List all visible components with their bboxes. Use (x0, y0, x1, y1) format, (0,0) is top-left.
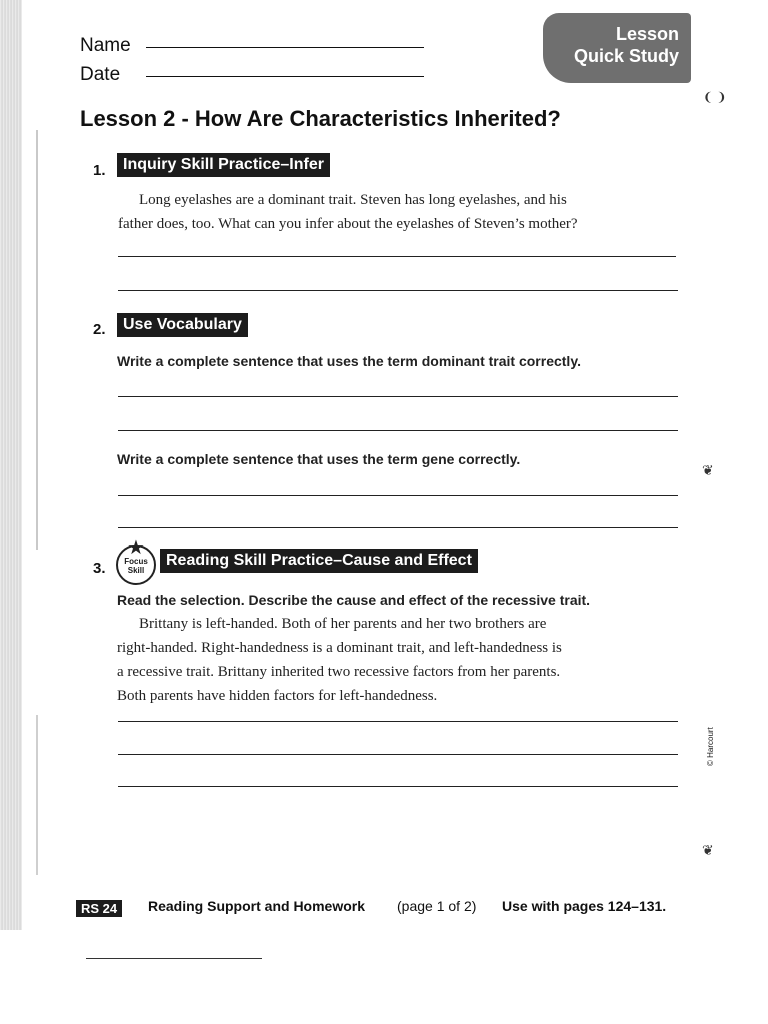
passage-line-3: a recessive trait. Brittany inherited two recessive factors from her parents. (117, 664, 561, 680)
question-2-number: 2. (93, 321, 106, 338)
question-2-prompt-1 (117, 353, 581, 369)
answer-line[interactable] (118, 786, 678, 787)
answer-line[interactable] (118, 290, 678, 291)
date-line[interactable] (146, 76, 424, 77)
lesson-quick-study-badge (543, 13, 691, 83)
question-2-tag: Use Vocabulary (117, 313, 248, 337)
answer-line[interactable] (118, 256, 676, 257)
bottom-rule (86, 958, 262, 959)
answer-line[interactable] (118, 495, 678, 496)
rs-code-badge: RS 24 (76, 900, 122, 917)
badge-line-2: Quick Study (573, 46, 679, 66)
question-1-number: 1. (93, 162, 106, 179)
focus-icon-word-2: Skill (127, 566, 145, 575)
footer-label: Reading Support and Homework (148, 898, 366, 914)
answer-line[interactable] (118, 754, 678, 755)
publisher-credit: © Harcourt (706, 727, 715, 766)
passage-line-1: Brittany is left-handed. Both of her parents and her two brothers are (139, 616, 547, 632)
question-1-tag: Inquiry Skill Practice–Infer (117, 153, 330, 177)
question-2-prompt-2 (117, 451, 520, 467)
date-label: Date (80, 64, 121, 85)
prompt-text: correctly. (515, 353, 581, 369)
answer-line[interactable] (118, 527, 678, 528)
name-label: Name (80, 35, 131, 56)
star-icon: ★ (127, 537, 145, 559)
answer-line[interactable] (118, 721, 678, 722)
binder-hole-mark: ❦ (702, 462, 714, 478)
name-field (80, 35, 131, 57)
page-title: Lesson 2 - How Are Characteristics Inherited? (80, 106, 561, 131)
binder-hole-mark: ❨ ❩ (703, 90, 727, 104)
page-edge-line (36, 130, 38, 550)
binder-hole-mark: ❦ (702, 842, 714, 858)
page-edge-line (36, 715, 38, 875)
badge-line-1: Lesson (615, 24, 679, 44)
vocabulary-term: gene (421, 451, 455, 467)
answer-line[interactable] (118, 396, 678, 397)
question-3-number: 3. (93, 560, 106, 577)
focus-skill-icon (116, 537, 156, 585)
answer-line[interactable] (118, 430, 678, 431)
question-3-prompt: Read the selection. Describe the cause and effect of the recessive trait. (117, 592, 591, 608)
footer-page: (page 1 of 2) (397, 898, 477, 914)
focus-skill-text (118, 557, 154, 575)
date-field (80, 64, 120, 86)
question-1-text-line-2: father does, too. What can you infer about the eyelashes of Steven’s mother? (118, 216, 578, 232)
passage-line-2: right-handed. Right-handedness is a dominant trait, and left-handedness is (117, 640, 562, 656)
vocabulary-term: dominant trait (421, 353, 516, 369)
prompt-text: Write a complete sentence that uses the term (117, 353, 422, 369)
prompt-text: correctly. (454, 451, 521, 467)
question-1-text-line-1: Long eyelashes are a dominant trait. Steven has long eyelashes, and his (139, 192, 567, 208)
question-3-tag: Reading Skill Practice–Cause and Effect (160, 549, 478, 573)
prompt-text: Write a complete sentence that uses the term (117, 451, 422, 467)
focus-icon-word-1: Focus (124, 557, 148, 566)
binder-strip (0, 0, 22, 930)
passage-line-4: Both parents have hidden factors for left-handedness. (117, 688, 438, 704)
footer-use-with: Use with pages 124–131. (502, 898, 667, 914)
name-line[interactable] (146, 47, 424, 48)
